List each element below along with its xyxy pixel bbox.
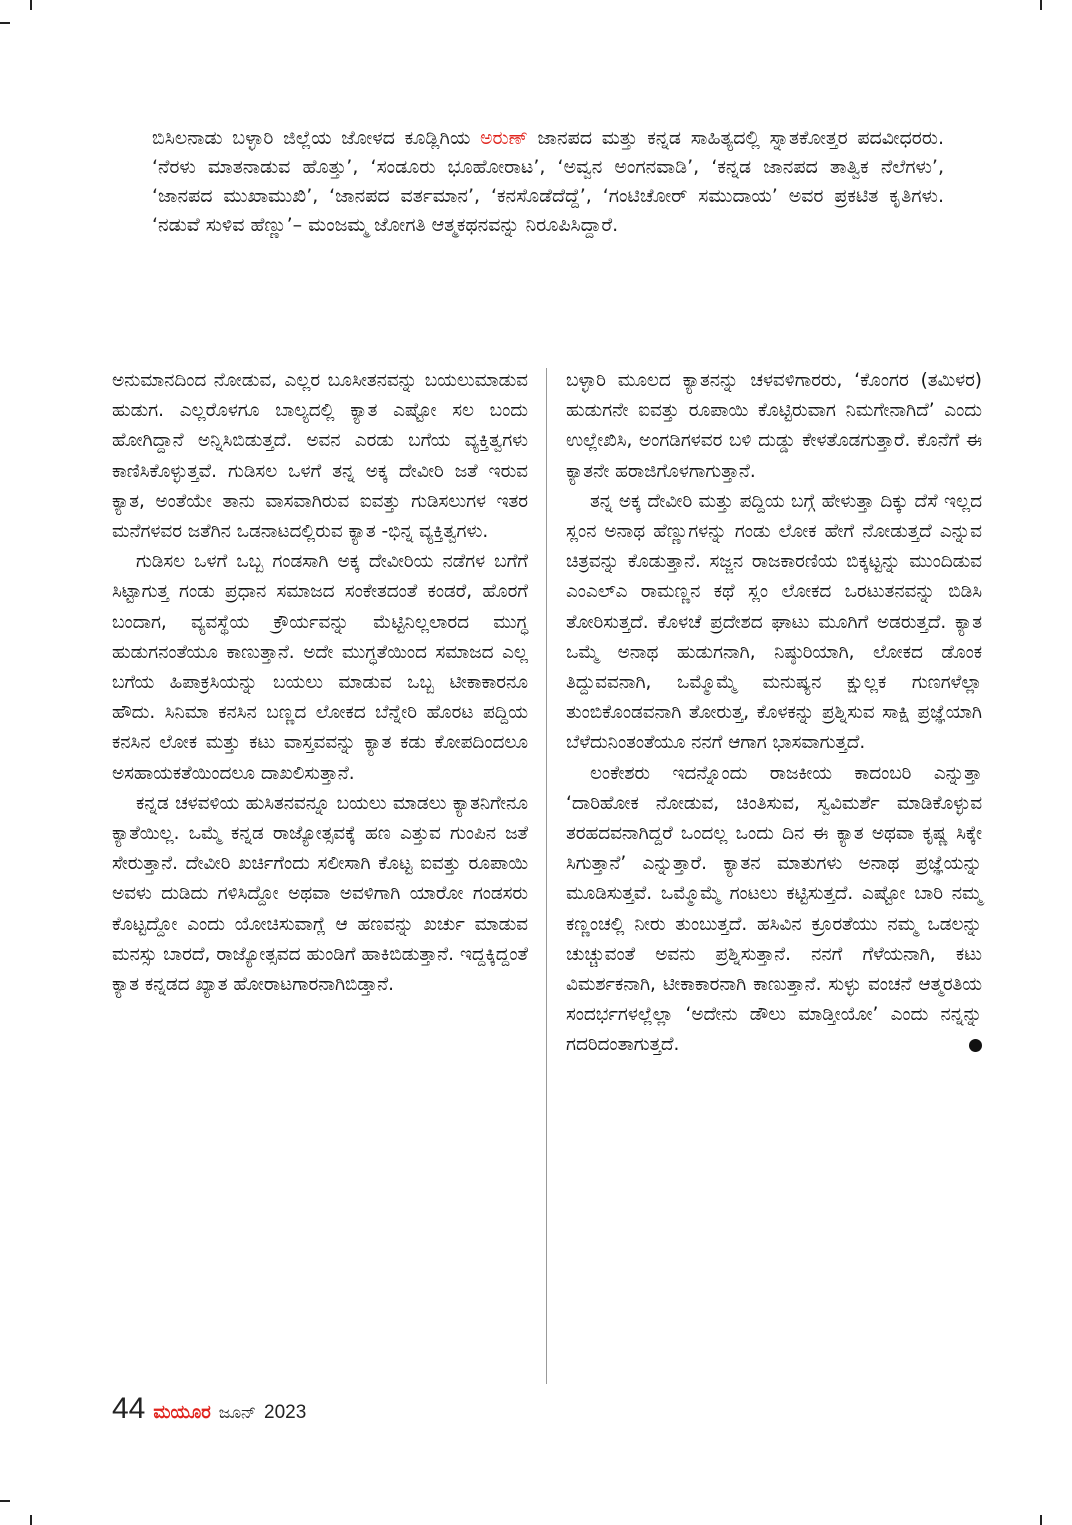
column-divider xyxy=(546,368,547,1384)
crop-mark xyxy=(30,0,32,10)
crop-mark xyxy=(0,1500,10,1502)
paragraph: ಕನ್ನಡ ಚಳವಳಿಯ ಹುಸಿತನವನ್ನೂ ಬಯಲು ಮಾಡಲು ಕ್ಯಾತನಿಗೇನೂ ಕ್ಯಾತೆಯಿಲ್ಲ. ಒಮ್ಮೆ ಕನ್ನಡ ರಾಜ್ಯೋತ್ಸವಕ್ಕೆ ಹಣ ಎತ್ತುವ ಗುಂಪಿನ ಜತೆ ಸೇರುತ್ತಾನೆ. ದೇವೀರಿ ಖರ್ಚಿಗೆಂದು ಸಲೀಸಾಗಿ ಕೊಟ್ಟ ಐವತ್ತು ರೂಪಾಯಿ ಅವಳು ದುಡಿದು ಗಳಿಸಿದ್ದೋ ಅಥವಾ ಅವಳಿಗಾಗಿ ಯಾರೋ ಗಂಡಸರು ಕೊಟ್ಟದ್ದೋ ಎಂದು ಯೋಚಿಸುವಾಗ್ಲೆ ಆ ಹಣವನ್ನು ಖರ್ಚು ಮಾಡುವ ಮನಸ್ಸು ಬಾರದೆ, ರಾಜ್ಯೋತ್ಸವದ ಹುಂಡಿಗೆ ಹಾಕಿಬಿಡುತ್ತಾನೆ. ಇದ್ದಕ್ಕಿದ್ದಂತೆ ಕ್ಯಾತ ಕನ್ನಡದ ಖ್ಯಾತ ಹೋರಾಟಗಾರನಾಗಿಬಿಡ್ತಾನೆ. xyxy=(112,792,528,996)
author-name: ಅರುಣ್ xyxy=(480,127,528,149)
page-number: 44 xyxy=(112,1392,146,1425)
paragraph: ಬಳ್ಳಾರಿ ಮೂಲದ ಕ್ಯಾತನನ್ನು ಚಳವಳಿಗಾರರು, ‘ಕೊಂಗರ (ತಮಿಳರ) ಹುಡುಗನೇ ಐವತ್ತು ರೂಪಾಯಿ ಕೊಟ್ಟಿರುವಾಗ ನಿಮಗೇನಾಗಿದೆ’ ಎಂದು ಉಲ್ಲೇಖಿಸಿ, ಅಂಗಡಿಗಳವರ ಬಳಿ ದುಡ್ಡು ಕೇಳತೊಡಗುತ್ತಾರೆ. ಕೊನೆಗೆ ಈ ಕ್ಯಾತನೇ ಹರಾಜಿಗೊಳಗಾಗುತ್ತಾನೆ. xyxy=(566,370,982,482)
crop-mark xyxy=(0,22,10,24)
issue-year: 2023 xyxy=(264,1402,307,1423)
crop-mark xyxy=(1040,1515,1042,1525)
page-footer xyxy=(112,1392,306,1432)
paragraph: ಅನುಮಾನದಿಂದ ನೋಡುವ, ಎಲ್ಲರ ಬೂಸೀತನವನ್ನು ಬಯಲುಮಾಡುವ ಹುಡುಗ. ಎಲ್ಲರೊಳಗೂ ಬಾಲ್ಯದಲ್ಲಿ ಕ್ಯಾತ ಎಷ್ಟೋ ಸಲ ಬಂದು ಹೋಗಿದ್ದಾನೆ ಅನ್ನಿಸಿಬಿಡುತ್ತದೆ. ಅವನ ಎರಡು ಬಗೆಯ ವ್ಯಕ್ತಿತ್ವಗಳು ಕಾಣಿಸಿಕೊಳ್ಳುತ್ತವೆ. ಗುಡಿಸಲ ಒಳಗೆ ತನ್ನ ಅಕ್ಕ ದೇವೀರಿ ಜತೆ ಇರುವ ಕ್ಯಾತ, ಅಂತೆಯೇ ತಾನು ವಾಸವಾಗಿರುವ ಐವತ್ತು ಗುಡಿಸಲುಗಳ ಇತರ ಮನೆಗಳವರ ಜತೆಗಿನ ಒಡನಾಟದಲ್ಲಿರುವ ಕ್ಯಾತ -ಭಿನ್ನ ವ್ಯಕ್ತಿತ್ವಗಳು. xyxy=(112,370,528,543)
paragraph: ಗುಡಿಸಲ ಒಳಗೆ ಒಬ್ಬ ಗಂಡಸಾಗಿ ಅಕ್ಕ ದೇವೀರಿಯ ನಡೆಗಳ ಬಗೆಗೆ ಸಿಟ್ಟಾಗುತ್ತ ಗಂಡು ಪ್ರಧಾನ ಸಮಾಜದ ಸಂಕೇತದಂತೆ ಕಂಡರೆ, ಹೊರಗೆ ಬಂದಾಗ, ವ್ಯವಸ್ಥೆಯ ಕ್ರೌರ್ಯವನ್ನು ಮೆಟ್ಟಿನಿಲ್ಲಲಾರದ ಮುಗ್ಧ ಹುಡುಗನಂತೆಯೂ ಕಾಣುತ್ತಾನೆ. ಅದೇ ಮುಗ್ಧತೆಯಿಂದ ಸಮಾಜದ ಎಲ್ಲ ಬಗೆಯ ಹಿಪಾಕ್ರಸಿಯನ್ನು ಬಯಲು ಮಾಡುವ ಒಬ್ಬ ಟೀಕಾಕಾರನೂ ಹೌದು. ಸಿನಿಮಾ ಕನಸಿನ ಬಣ್ಣದ ಲೋಕದ ಬೆನ್ನೇರಿ ಹೊರಟ ಪದ್ದಿಯ ಕನಸಿನ ಲೋಕ ಮತ್ತು ಕಟು ವಾಸ್ತವವನ್ನು ಕ್ಯಾತ ಕಡು ಕೋಪದಿಂದಲೂ ಅಸಹಾಯಕತೆಯಿಂದಲೂ ದಾಖಲಿಸುತ್ತಾನೆ. xyxy=(112,551,528,784)
article-column-left xyxy=(112,366,528,1000)
crop-mark xyxy=(1040,0,1042,10)
author-bio xyxy=(152,124,944,240)
paragraph-text: ಲಂಕೇಶರು ಇದನ್ನೊಂದು ರಾಜಕೀಯ ಕಾದಂಬರಿ ಎನ್ನುತ್ತಾ ‘ದಾರಿಹೋಕ ನೋಡುವ, ಚಿಂತಿಸುವ, ಸ್ವವಿಮರ್ಶೆ ಮಾಡಿಕೊಳ್ಳುವ ತರಹದವನಾಗಿದ್ದರೆ ಒಂದಲ್ಲ ಒಂದು ದಿನ ಈ ಕ್ಯಾತ ಅಥವಾ ಕೃಷ್ಣ ಸಿಕ್ಕೇ ಸಿಗುತ್ತಾನೆ’ ಎನ್ನುತ್ತಾರೆ. ಕ್ಯಾತನ ಮಾತುಗಳು ಅನಾಥ ಪ್ರಜ್ಞೆಯನ್ನು ಮೂಡಿಸುತ್ತವೆ. ಒಮ್ಮೊಮ್ಮೆ ಗಂಟಲು ಕಟ್ಟಿಸುತ್ತದೆ. ಎಷ್ಟೋ ಬಾರಿ ನಮ್ಮ ಕಣ್ಣಂಚಲ್ಲಿ ನೀರು ತುಂಬುತ್ತದೆ. ಹಸಿವಿನ ಕ್ರೂರತೆಯು ನಮ್ಮ ಒಡಲನ್ನು ಚುಚ್ಚುವಂತೆ ಅವನು ಪ್ರಶ್ನಿಸುತ್ತಾನೆ. ನನಗೆ ಗೆಳೆಯನಾಗಿ, ಕಟು ವಿಮರ್ಶಕನಾಗಿ, ಟೀಕಾಕಾರನಾಗಿ ಕಾಣುತ್ತಾನೆ. ಸುಳ್ಳು ವಂಚನೆ ಆತ್ಮರತಿಯ ಸಂದರ್ಭಗಳಲ್ಲೆಲ್ಲಾ ‘ಅದೇನು ಡೌಲು ಮಾಡ್ತೀಯೋ’ ಎಂದು ನನ್ನನ್ನು ಗದರಿದಂತಾಗುತ್ತದೆ. xyxy=(566,762,982,1056)
article-column-right xyxy=(566,366,982,1061)
crop-mark xyxy=(30,1515,32,1525)
issue-month: ಜೂನ್ xyxy=(218,1403,257,1423)
magazine-name: ಮಯೂರ xyxy=(153,1402,211,1423)
paragraph xyxy=(566,759,982,1061)
end-of-article-bullet-icon xyxy=(969,1039,982,1052)
paragraph: ತನ್ನ ಅಕ್ಕ ದೇವೀರಿ ಮತ್ತು ಪದ್ದಿಯ ಬಗ್ಗೆ ಹೇಳುತ್ತಾ ದಿಕ್ಕು ದೆಸೆ ಇಲ್ಲದ ಸ್ಲಂನ ಅನಾಥ ಹೆಣ್ಣುಗಳನ್ನು ಗಂಡು ಲೋಕ ಹೇಗೆ ನೋಡುತ್ತದೆ ಎನ್ನುವ ಚಿತ್ರವನ್ನು ಕೊಡುತ್ತಾನೆ. ಸಜ್ಜನ ರಾಜಕಾರಣಿಯ ಬಿಕ್ಕಟ್ಟನ್ನು ಮುಂದಿಡುವ ಎಂಎಲ್ಎ ರಾಮಣ್ಣನ ಕಥೆ ಸ್ಲಂ ಲೋಕದ ಒರಟುತನವನ್ನು ಬಿಡಿಸಿ ತೋರಿಸುತ್ತದೆ. ಕೊಳಚೆ ಪ್ರದೇಶದ ಘಾಟು ಮೂಗಿಗೆ ಅಡರುತ್ತದೆ. ಕ್ಯಾತ ಒಮ್ಮೆ ಅನಾಥ ಹುಡುಗನಾಗಿ, ನಿಷ್ಠುರಿಯಾಗಿ, ಲೋಕದ ಡೊಂಕ ತಿದ್ದುವವನಾಗಿ, ಒಮ್ಮೊಮ್ಮೆ ಮನುಷ್ಯನ ಕ್ಷುಲ್ಲಕ ಗುಣಗಳೆಲ್ಲಾ ತುಂಬಿಕೊಂಡವನಾಗಿ ತೋರುತ್ತ, ಕೊಳಕನ್ನು ಪ್ರಶ್ನಿಸುವ ಸಾಕ್ಷಿ ಪ್ರಜ್ಞೆಯಾಗಿ ಬೆಳೆದುನಿಂತಂತೆಯೂ ನನಗೆ ಆಗಾಗ ಭಾಸವಾಗುತ್ತದೆ. xyxy=(566,490,982,754)
bio-text-start: ಬಿಸಿಲನಾಡು ಬಳ್ಳಾರಿ ಜಿಲ್ಲೆಯ ಜೋಳದ ಕೂಡ್ಲಿಗಿಯ xyxy=(152,127,480,149)
bio-text-rest: ಜಾನಪದ ಮತ್ತು ಕನ್ನಡ ಸಾಹಿತ್ಯದಲ್ಲಿ ಸ್ನಾತಕೋತ್ತರ ಪದವೀಧರರು. ‘ನೆರಳು ಮಾತನಾಡುವ ಹೊತ್ತು’, ‘ಸಂಡೂರು ಭೂಹೋರಾಟ’, ‘ಅವ್ವನ ಅಂಗನವಾಡಿ’, ‘ಕನ್ನಡ ಜಾನಪದ ತಾತ್ವಿಕ ನೆಲೆಗಳು’, ‘ಜಾನಪದ ಮುಖಾಮುಖಿ’, ‘ಜಾನಪದ ವರ್ತಮಾನ’, ‘ಕನಸೊಡೆದೆದ್ದೆ’, ‘ಗಂಟಿಚೋರ್ ಸಮುದಾಯ’ ಅವರ ಪ್ರಕಟಿತ ಕೃತಿಗಳು. ‘ನಡುವೆ ಸುಳಿವ ಹೆಣ್ಣು’– ಮಂಜಮ್ಮ ಜೋಗತಿ ಆತ್ಮಕಥನವನ್ನು ನಿರೂಪಿಸಿದ್ದಾರೆ. xyxy=(152,127,944,236)
